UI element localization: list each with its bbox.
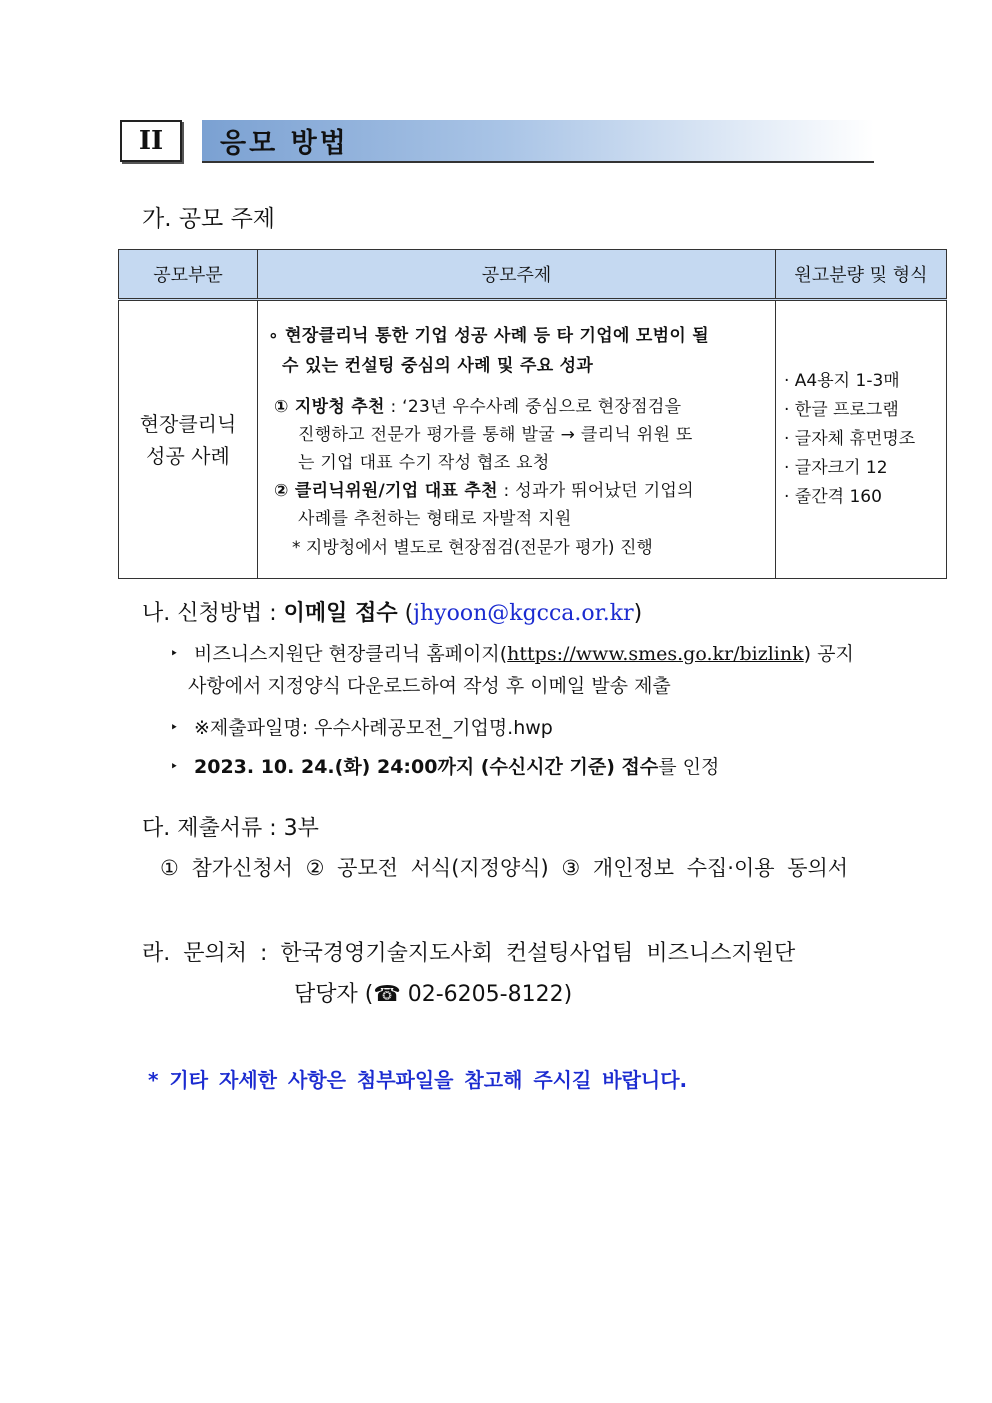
item-title: ① 지방청 추천 [274, 397, 385, 417]
phone-icon: ☎ [373, 982, 401, 1007]
list-item [170, 638, 854, 702]
email-link[interactable]: jhyoon@kgcca.or.kr [413, 601, 634, 626]
item-title: ② 클리닉위원/기업 대표 추천 [274, 481, 498, 501]
format-item: · 줄간격 160 [784, 487, 882, 507]
topic-lead-line: ∘ 현장클리닉 통한 기업 성공 사례 등 타 기업에 모범이 될 [268, 326, 710, 346]
contact-organization: 한국경영기술지도사회 컨설팅사업팀 비즈니스지원단 [280, 941, 796, 966]
homepage-link[interactable]: https://www.smes.go.kr/bizlink [507, 643, 804, 665]
bullet-text: ※제출파일명: 우수사례공모전_기업명.hwp [194, 717, 553, 739]
item-text: : 성과가 뛰어났던 기업의 [497, 481, 694, 501]
format-item: · 글자크기 12 [784, 458, 888, 478]
deadline-text: 2023. 10. 24.(화) 24:00까지 (수신시간 기준) 접수 [194, 756, 659, 778]
table-header: 공모부문 [119, 250, 258, 300]
category-line: 성공 사례 [146, 443, 230, 468]
table-row [119, 300, 947, 579]
list-item [170, 751, 719, 783]
bullet-icon: ‣ [170, 646, 179, 662]
subsection-da-heading: 다. 제출서류 : 3부 [142, 816, 319, 841]
topic-item-1 [268, 393, 771, 477]
bullet-icon: ‣ [170, 759, 179, 775]
format-item: · 글자체 휴먼명조 [784, 429, 916, 449]
topic-item-2 [268, 477, 771, 533]
na-label: 나. 신청방법 : [142, 601, 284, 626]
section-title: 응모 방법 [202, 120, 874, 163]
bullet-text: ) 공지 [803, 643, 854, 665]
contact-person [294, 977, 572, 1008]
topic-note: * 지방청에서 별도로 현장점검(전문가 평가) 진행 [292, 538, 653, 558]
item-text: 는 기업 대표 수기 작성 협조 요청 [298, 453, 550, 473]
topic-lead [268, 321, 771, 381]
paren: ( [397, 601, 414, 626]
bullet-icon: ‣ [170, 720, 179, 736]
item-text: 진행하고 전문가 평가를 통해 발굴 → 클리닉 위원 또 [298, 425, 693, 445]
table-header-row [119, 250, 947, 300]
table-header: 공모주제 [258, 250, 776, 300]
format-item: · 한글 프로그램 [784, 400, 899, 420]
format-cell [776, 300, 947, 579]
list-item [170, 712, 553, 744]
category-line: 현장클리닉 [139, 411, 237, 436]
topic-table [118, 249, 947, 579]
bullet-text: 를 인정 [658, 756, 720, 778]
contact-phone: 02-6205-8122) [400, 982, 573, 1007]
paren: ) [633, 601, 643, 626]
table-header: 원고분량 및 형식 [776, 250, 947, 300]
submission-documents: ① 참가신청서 ② 공모전 서식(지정양식) ③ 개인정보 수집·이용 동의서 [160, 856, 849, 880]
subsection-na-heading [142, 596, 642, 627]
subsection-ga-heading: 가. 공모 주제 [142, 206, 276, 232]
item-text: : ‘23년 우수사례 중심으로 현장점검을 [384, 397, 682, 417]
footer-note: * 기타 자세한 사항은 첨부파일을 참고해 주시길 바랍니다. [148, 1068, 688, 1092]
subsection-ra-heading [142, 936, 795, 967]
bullet-text: 사항에서 지정양식 다운로드하여 작성 후 이메일 발송 제출 [188, 675, 671, 697]
format-item: · A4용지 1-3매 [784, 371, 900, 391]
item-text: 사례를 추천하는 형태로 자발적 지원 [298, 509, 572, 529]
topic-lead-line: 수 있는 컨설팅 중심의 사례 및 주요 성과 [282, 356, 594, 376]
section-number: II [120, 120, 182, 162]
contact-prefix: 담당자 ( [294, 982, 374, 1007]
topic-cell [258, 300, 776, 579]
category-cell [119, 300, 258, 579]
bullet-text: 비즈니스지원단 현장클리닉 홈페이지( [194, 643, 508, 665]
application-method: 이메일 접수 [283, 601, 398, 626]
ra-label: 라. 문의처 : [142, 941, 281, 966]
